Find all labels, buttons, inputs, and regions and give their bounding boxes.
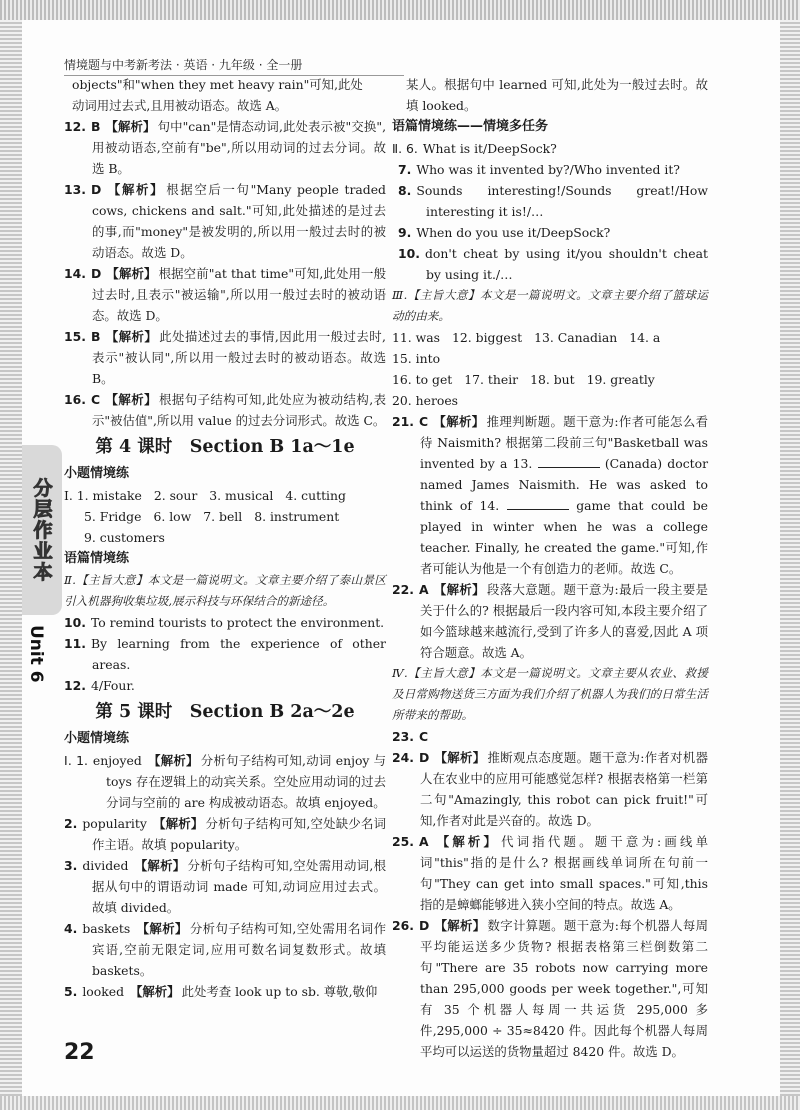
answer-1: Ⅰ. 1. enjoyed 【解析】 分析句子结构可知,动词 enjoy 与 toys 存在逻辑上的动宾关系。空处应用动词的过去分词与空前的 are 构成被动语态。故填 enjoyed。: [64, 753, 387, 810]
scan-border-bottom: [0, 1096, 800, 1110]
answer-7: 7. Who was it invented by?/Who invented it?: [398, 162, 680, 177]
vocab-row-3: 9. customers: [84, 530, 165, 545]
sub-heading: 小题情境练: [64, 466, 130, 481]
scan-border-top: [0, 0, 800, 20]
scan-border-left: [0, 20, 22, 1096]
sub-heading: 语篇情境练: [64, 551, 130, 566]
answer-16: 16. C 【解析】 根据句子结构可知,此处应为被动结构,表示"被估值",所以用 value 的过去分词形式。故选 C。: [64, 392, 387, 428]
answer-15: 15. B 【解析】 此处描述过去的事情,因此用一般过去时,表示"被认同",所以用一般过去时的被动语态。故选 B。: [64, 329, 387, 386]
cloze-row-1: 11. was 12. biggest 13. Canadian 14. a 15. into: [392, 330, 661, 366]
answer-22: 22. A 【解析】 段落大意题。题干意为:最后一段主要是关于什么的? 根据最后一段内容可知,本段主要介绍了如今篮球越来越流行,受到了许多人的喜爱,因此 A 项符合题意。故选 A。: [392, 582, 708, 660]
answer-6: Ⅱ. 6. What is it/DeepSock?: [392, 141, 557, 156]
sub-heading: 语篇情境练——情境多任务: [392, 119, 549, 134]
left-column: [64, 74, 386, 1002]
answer-2: 2. popularity 【解析】 分析句子结构可知,空处缺少名词作主语。故填 popularity。: [64, 816, 386, 852]
answer-25: 25. A 【解析】 代词指代题。题干意为:画线单词"this"指的是什么? 根据画线单词所在句前一句"They can get into small spaces."可知,this 指的是蟑螂能够进入狭小空间的特点。故选 A。: [392, 834, 708, 912]
answer-10: 10. To remind tourists to protect the environment.: [64, 615, 385, 630]
answer-14: 14. D 【解析】 根据空前"at that time"可知,此处用一般过去时,且表示"被运输",所以用一般过去时的被动语态。故选 D。: [64, 266, 386, 323]
answer-23: 23. C: [392, 729, 429, 744]
scan-border-right: [780, 20, 800, 1096]
side-tab-label: 分层作业本: [30, 477, 53, 583]
summary-iii: Ⅲ.【主旨大意】本文是一篇说明文。文章主要介绍了篮球运动的由来。: [392, 288, 708, 323]
answer-12: 12. B 【解析】 句中"can"是情态动词,此处表示被"交换",用被动语态,空前有"be",所以用动词的过去分词。故选 B。: [64, 119, 387, 176]
blank-line: [507, 509, 569, 510]
continued-text: objects"和"when they met heavy rain"可知,此处 动词用过去式,且用被动语态。故选 A。: [72, 77, 363, 113]
answer-24: 24. D 【解析】 推断观点态度题。题干意为:作者对机器人在农业中的应用可能感觉怎样? 根据表格第一栏第二句"Amazingly, this robot can pick fruit!"可知,作者对此是兴奋的。故选 D。: [392, 750, 709, 828]
summary-ii: Ⅱ.【主旨大意】本文是一篇说明文。文章主要介绍了泰山景区引入机器狗收集垃圾,展示科技与环保结合的新途径。: [64, 573, 386, 608]
answer-5: 5. looked 【解析】 此处考查 look up to sb. 尊敬,敬仰: [64, 984, 378, 999]
answer-12b: 12. 4/Four.: [64, 678, 135, 693]
answer-11: 11. By learning from the experience of other areas.: [64, 636, 386, 672]
section-title-4: 第 4 课时 Section B 1a～1e: [95, 437, 355, 457]
answer-10r: 10. don't cheat by using it/you shouldn't cheat by using it./…: [398, 246, 708, 282]
answer-13: 13. D 【解析】 根据空后一句"Many people traded cows, chickens and salt."可知,此处描述的是过去的事,而"money"是被发明的,所以用一般过去时的被动语态。故选 D。: [64, 182, 386, 260]
vocab-row-2: 5. Fridge 6. low 7. bell 8. instrument: [84, 509, 340, 524]
continued-text: 某人。根据句中 learned 可知,此处为一般过去时。故填 looked。: [406, 77, 708, 113]
section-title-5: 第 5 课时 Section B 2a～2e: [95, 702, 355, 722]
right-column: [392, 74, 708, 1062]
cloze-row-2: 16. to get 17. their 18. but 19. greatly 20. heroes: [392, 372, 655, 408]
answer-26: 26. D 【解析】 数字计算题。题干意为:每个机器人每周平均能运送多少货物? 根据表格第三栏倒数第二句"There are 35 robots now carrying more than 295,000 goods per week together.",可知有 35 个机器人每周一共运货 295,000 多件,295,000 ÷ 35≈8420 件。因此每个机器人每周平均可以运送的货物量超过 8420 件。故选 D。: [392, 918, 709, 1059]
answer-3: 3. divided 【解析】 分析句子结构可知,空处需用动词,根据从句中的谓语动词 made 可知,动词应用过去式。故填 divided。: [64, 858, 386, 915]
page-header: 情境题与中考新考法 · 英语 · 九年级 · 全一册: [64, 56, 404, 76]
answer-8: 8. Sounds interesting!/Sounds great!/How interesting it is!/…: [398, 183, 708, 219]
answer-21: 21. C 【解析】 推理判断题。题干意为:作者可能怎么看待 Naismith? 根据第二段前三句"Basketball was invented by a 13. (Canada) doctor named James Naismith. He was asked to think of 14. game that could be played in winter when he was a college teacher. Finally, he created the game."可知,作者可能认为他是一个有创造力的老师。故选 C。: [392, 414, 708, 576]
vocab-row-1: Ⅰ. 1. mistake 2. sour 3. musical 4. cutting: [64, 488, 346, 503]
page-number: 22: [64, 1040, 95, 1065]
unit-label: Unit 6: [26, 625, 46, 683]
summary-iv: Ⅳ.【主旨大意】本文是一篇说明文。文章主要从农业、救援及日常购物送货三方面为我们介绍了机器人为我们的日常生活所带来的帮助。: [392, 666, 708, 722]
answer-4: 4. baskets 【解析】 分析句子结构可知,空处需用名词作宾语,空前无限定词,应用可数名词复数形式。故填 baskets。: [64, 921, 386, 978]
answer-9: 9. When do you use it/DeepSock?: [398, 225, 611, 240]
sub-heading: 小题情境练: [64, 731, 130, 746]
side-tab: [22, 445, 62, 615]
blank-line: [538, 467, 600, 468]
